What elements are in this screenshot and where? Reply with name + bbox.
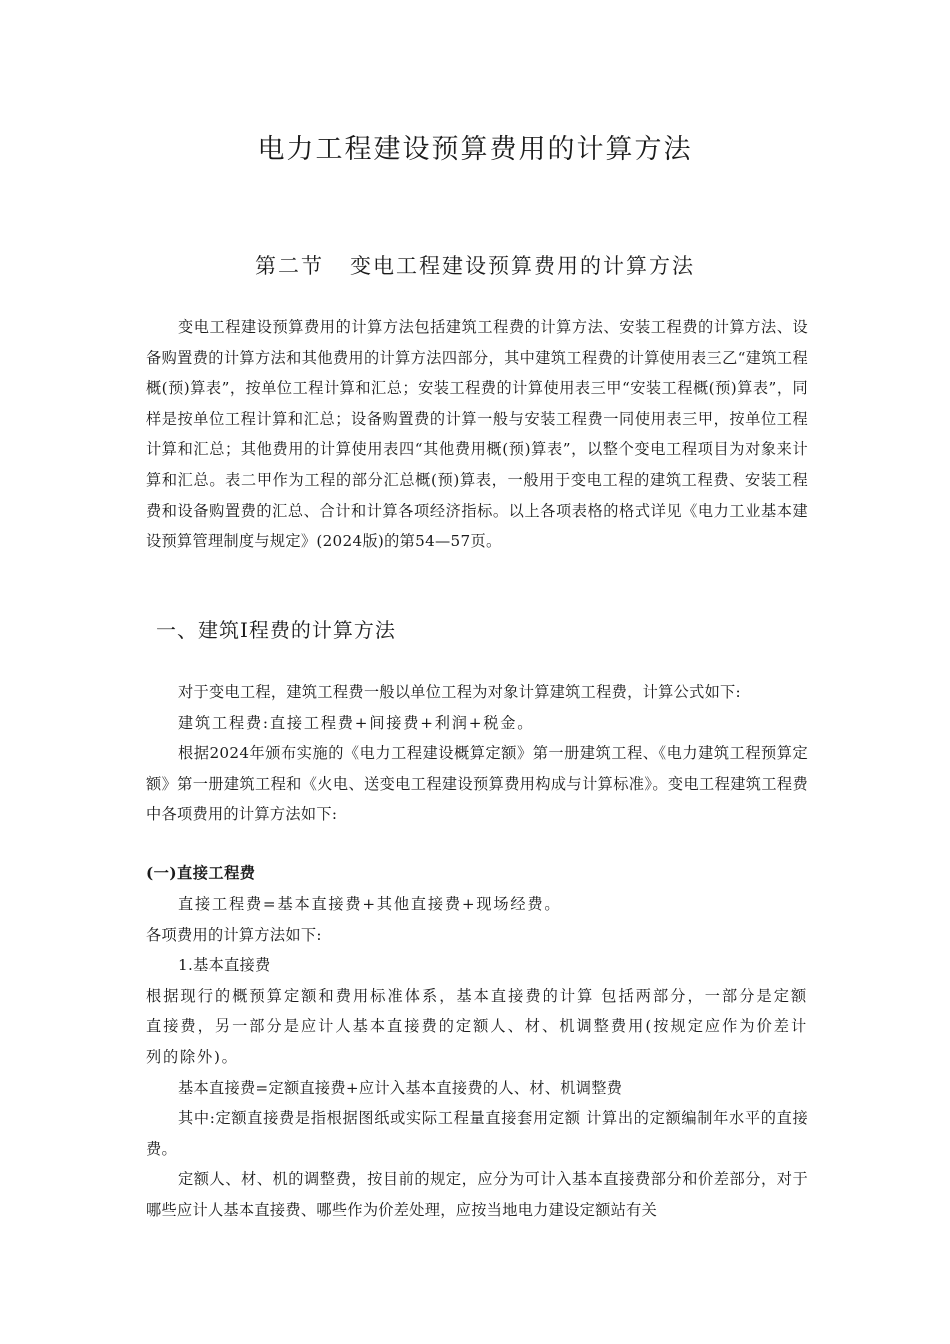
document-title: 电力工程建设预算费用的计算方法: [257, 134, 693, 165]
formula-building-cost: 建筑工程费:直接工程费+间接费+利润+税金。: [178, 713, 535, 732]
formula-direct-cost: 直接工程费=基本直接费+其他直接费+现场经费。: [178, 895, 562, 913]
paragraph-methods: 各项费用的计算方法如下:: [146, 925, 322, 944]
list-item-basic-direct-cost: 1.基本直接费: [178, 956, 271, 975]
building-cost-block: [146, 677, 808, 830]
section-number: 第二节: [255, 254, 324, 278]
intro-block: [146, 312, 808, 557]
paragraph-quota-direct-cost: 其中:定额直接费是指根据图纸或实际工程量直接套用定额 计算出的定额编制年水平的直接费。: [146, 1109, 808, 1158]
paragraph-standards: 根据2024年颁布实施的《电力工程建设概算定额》第一册建筑工程、《电力建筑工程预算定额》第一册建筑工程和《火电、送变电工程建设预算费用构成与计算标准》。变电工程建筑工程费中各项费用的计算方法如下:: [146, 744, 808, 824]
section-title: [0, 248, 950, 284]
paragraph-building-cost: 对于变电工程，建筑工程费一般以单位工程为对象计算建筑工程费，计算公式如下:: [178, 683, 741, 701]
paragraph-adjustment-cost: 定额人、材、机的调整费，按目前的规定，应分为可计入基本直接费部分和价差部分，对于哪些应计人基本直接费、哪些作为价差处理，应按当地电力建设定额站有关: [146, 1170, 808, 1219]
formula-basic-direct-cost: 基本直接费=定额直接费+应计入基本直接费的人、材、机调整费: [178, 1078, 623, 1097]
paragraph-basic-direct-cost: 根据现行的概预算定额和费用标准体系，基本直接费的计算 包括两部分，一部分是定额直接费，另一部分是应计人基本直接费的定额人、材、机调整费用(按规定应作为价差计列的除外)。: [146, 986, 808, 1066]
heading-direct-engineering-cost: (一)直接工程费: [146, 864, 256, 882]
section-name: 变电工程建设预算费用的计算方法: [350, 254, 695, 278]
intro-paragraph: 变电工程建设预算费用的计算方法包括建筑工程费的计算方法、安装工程费的计算方法、设备购置费的计算方法和其他费用的计算方法四部分，其中建筑工程费的计算使用表三乙“建筑工程概(预)算表”，按单位工程计算和汇总；安装工程费的计算使用表三甲“安装工程概(预)算表”，同样是按单位工程计算和汇总；设备购置费的计算一般与安装工程费一同使用表三甲，按单位工程计算和汇总；其他费用的计算使用表四“其他费用概(预)算表”，以整个变电工程项目为对象来计算和汇总。表二甲作为工程的部分汇总概(预)算表，一般用于变电工程的建筑工程费、安装工程费和设备购置费的汇总、合计和计算各项经济指标。以上各项表格的格式详见《电力工业基本建设预算管理制度与规定》(2024版)的第54—57页。: [146, 318, 808, 551]
heading-building-cost: 一、建筑I程费的计算方法: [156, 618, 396, 642]
direct-cost-block: [146, 889, 808, 1226]
